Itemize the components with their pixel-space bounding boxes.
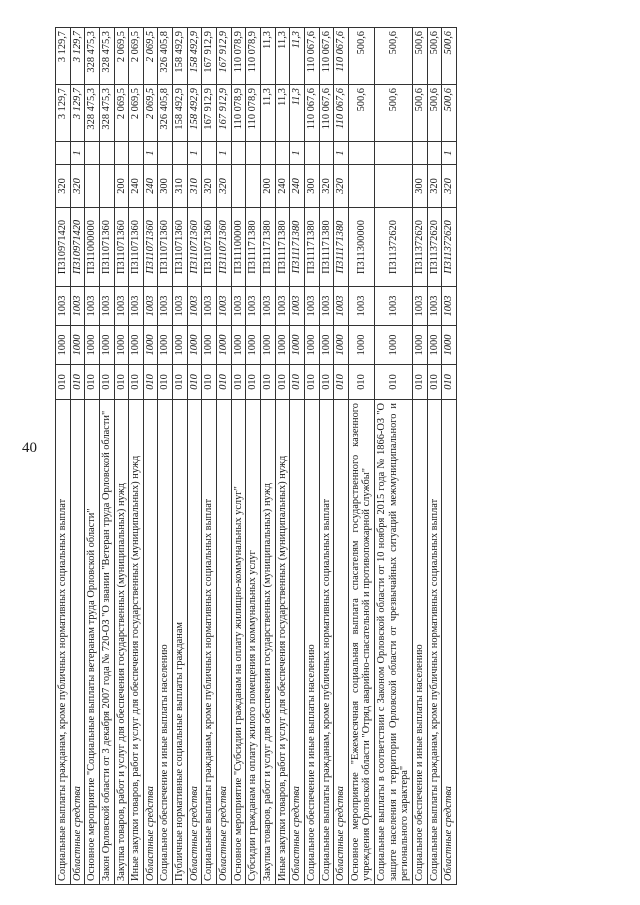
admin-code-cell: 010 <box>187 365 202 400</box>
target-article-cell: П311300000 <box>348 208 374 287</box>
subsection-code-cell: 1003 <box>99 287 114 326</box>
row-name-cell: Социальные выплаты в соответствии с Законом Орловской области от 10 ноября 2015 года № 1866-ОЗ "О защите населения и территории Орловской области от чрезвычайных ситуаций межмуниципального и регионального характера" <box>375 400 413 885</box>
subsection-code-cell: 1003 <box>173 287 188 326</box>
row-name-cell: Областные средства <box>334 400 349 885</box>
expense-type-cell <box>231 165 246 208</box>
row-name-cell: Областные средства <box>187 400 202 885</box>
expense-type-cell: 300 <box>158 165 173 208</box>
subsection-code-cell: 1003 <box>231 287 246 326</box>
target-article-cell: П311171380 <box>260 208 275 287</box>
subsection-code-cell: 1003 <box>375 287 413 326</box>
amount-1-cell: 110 067,6 <box>304 85 319 142</box>
row-name-cell: Социальные выплаты гражданам, кроме публичных нормативных социальных выплат <box>427 400 442 885</box>
subsection-code-cell: 1003 <box>70 287 85 326</box>
amount-2-cell: 11,3 <box>275 28 290 85</box>
marker-cell: 1 <box>334 142 349 165</box>
table-row <box>246 28 261 885</box>
admin-code-cell: 010 <box>129 365 144 400</box>
section-code-cell: 1000 <box>275 326 290 365</box>
section-code-cell: 1000 <box>334 326 349 365</box>
amount-1-cell: 2 069,5 <box>114 85 129 142</box>
section-code-cell: 1000 <box>231 326 246 365</box>
admin-code-cell: 010 <box>246 365 261 400</box>
amount-2-cell: 3 129,7 <box>56 28 71 85</box>
subsection-code-cell: 1003 <box>304 287 319 326</box>
marker-cell <box>231 142 246 165</box>
marker-cell <box>375 142 413 165</box>
amount-2-cell: 167 912,9 <box>202 28 217 85</box>
marker-cell <box>129 142 144 165</box>
row-name-cell: Социальные выплаты гражданам, кроме публичных нормативных социальных выплат <box>202 400 217 885</box>
expense-type-cell: 320 <box>70 165 85 208</box>
marker-cell <box>427 142 442 165</box>
row-name-cell: Социальное обеспечение и иные выплаты населению <box>304 400 319 885</box>
table-row <box>304 28 319 885</box>
subsection-code-cell: 1003 <box>275 287 290 326</box>
section-code-cell: 1000 <box>56 326 71 365</box>
amount-1-cell: 500,6 <box>348 85 374 142</box>
admin-code-cell: 010 <box>427 365 442 400</box>
subsection-code-cell: 1003 <box>129 287 144 326</box>
table-row <box>56 28 71 885</box>
table-row <box>99 28 114 885</box>
admin-code-cell: 010 <box>319 365 334 400</box>
row-name-cell: Основное мероприятие "Социальные выплаты ветеранам труда Орловской области" <box>85 400 100 885</box>
admin-code-cell: 010 <box>231 365 246 400</box>
admin-code-cell: 010 <box>442 365 457 400</box>
amount-2-cell: 110 078,9 <box>231 28 246 85</box>
amount-2-cell: 3 129,7 <box>70 28 85 85</box>
row-name-cell: Публичные нормативные социальные выплаты гражданам <box>173 400 188 885</box>
row-name-cell: Областные средства <box>290 400 305 885</box>
row-name-cell: Социальное обеспечение и иные выплаты населению <box>158 400 173 885</box>
budget-table <box>55 27 457 885</box>
row-name-cell: Областные средства <box>143 400 158 885</box>
marker-cell <box>348 142 374 165</box>
section-code-cell: 1000 <box>143 326 158 365</box>
table-row <box>275 28 290 885</box>
amount-2-cell: 167 912,9 <box>217 28 232 85</box>
expense-type-cell: 240 <box>290 165 305 208</box>
admin-code-cell: 010 <box>290 365 305 400</box>
admin-code-cell: 010 <box>375 365 413 400</box>
page-number: 40 <box>22 440 37 456</box>
marker-cell <box>319 142 334 165</box>
table-row <box>413 28 428 885</box>
row-name-cell: Основное мероприятие "Субсидии гражданам на оплату жилищно-коммунальных услуг" <box>231 400 246 885</box>
admin-code-cell: 010 <box>143 365 158 400</box>
amount-2-cell: 500,6 <box>442 28 457 85</box>
amount-1-cell: 167 912,9 <box>202 85 217 142</box>
section-code-cell: 1000 <box>99 326 114 365</box>
amount-2-cell: 2 069,5 <box>143 28 158 85</box>
marker-cell: 1 <box>70 142 85 165</box>
target-article-cell: П311100000 <box>231 208 246 287</box>
marker-cell: 1 <box>290 142 305 165</box>
subsection-code-cell: 1003 <box>114 287 129 326</box>
admin-code-cell: 010 <box>348 365 374 400</box>
table-row <box>85 28 100 885</box>
subsection-code-cell: 1003 <box>290 287 305 326</box>
row-name-cell: Закупка товаров, работ и услуг для обеспечения государственных (муниципальных) нужд <box>260 400 275 885</box>
expense-type-cell <box>348 165 374 208</box>
target-article-cell: П311071360 <box>99 208 114 287</box>
table-row <box>442 28 457 885</box>
table-row <box>217 28 232 885</box>
marker-cell <box>260 142 275 165</box>
expense-type-cell: 320 <box>202 165 217 208</box>
expense-type-cell <box>246 165 261 208</box>
expense-type-cell: 310 <box>187 165 202 208</box>
section-code-cell: 1000 <box>187 326 202 365</box>
amount-1-cell: 328 475,3 <box>99 85 114 142</box>
section-code-cell: 1000 <box>202 326 217 365</box>
target-article-cell: П311071360 <box>143 208 158 287</box>
table-row <box>114 28 129 885</box>
amount-1-cell: 500,6 <box>375 85 413 142</box>
amount-2-cell: 500,6 <box>348 28 374 85</box>
section-code-cell: 1000 <box>246 326 261 365</box>
admin-code-cell: 010 <box>260 365 275 400</box>
admin-code-cell: 010 <box>56 365 71 400</box>
target-article-cell: П311372620 <box>375 208 413 287</box>
amount-1-cell: 2 069,5 <box>143 85 158 142</box>
section-code-cell: 1000 <box>70 326 85 365</box>
budget-table-body <box>56 28 457 885</box>
expense-type-cell <box>99 165 114 208</box>
admin-code-cell: 010 <box>304 365 319 400</box>
row-name-cell: Областные средства <box>217 400 232 885</box>
amount-2-cell: 500,6 <box>427 28 442 85</box>
target-article-cell: П311071360 <box>173 208 188 287</box>
section-code-cell: 1000 <box>85 326 100 365</box>
amount-2-cell: 158 492,9 <box>187 28 202 85</box>
section-code-cell: 1000 <box>114 326 129 365</box>
admin-code-cell: 010 <box>158 365 173 400</box>
admin-code-cell: 010 <box>202 365 217 400</box>
target-article-cell: П311000000 <box>85 208 100 287</box>
target-article-cell: П311071360 <box>129 208 144 287</box>
expense-type-cell <box>375 165 413 208</box>
amount-1-cell: 158 492,9 <box>173 85 188 142</box>
amount-1-cell: 158 492,9 <box>187 85 202 142</box>
table-row <box>427 28 442 885</box>
marker-cell <box>114 142 129 165</box>
target-article-cell: П311171380 <box>246 208 261 287</box>
row-name-cell: Закон Орловской области от 3 декабря 2007 года № 720-ОЗ "О звании "Ветеран труда Орловской области" <box>99 400 114 885</box>
marker-cell: 1 <box>442 142 457 165</box>
marker-cell: 1 <box>187 142 202 165</box>
amount-1-cell: 11,3 <box>290 85 305 142</box>
marker-cell <box>246 142 261 165</box>
expense-type-cell: 320 <box>334 165 349 208</box>
subsection-code-cell: 1003 <box>260 287 275 326</box>
marker-cell <box>173 142 188 165</box>
row-name-cell: Социальные выплаты гражданам, кроме публичных нормативных социальных выплат <box>319 400 334 885</box>
row-name-cell: Иные закупки товаров, работ и услуг для обеспечения государственных (муниципальных) нужд <box>129 400 144 885</box>
marker-cell <box>413 142 428 165</box>
marker-cell <box>158 142 173 165</box>
row-name-cell: Социальные выплаты гражданам, кроме публичных нормативных социальных выплат <box>56 400 71 885</box>
table-row <box>173 28 188 885</box>
admin-code-cell: 010 <box>173 365 188 400</box>
admin-code-cell: 010 <box>99 365 114 400</box>
amount-2-cell: 328 475,3 <box>99 28 114 85</box>
row-name-cell: Социальное обеспечение и иные выплаты населению <box>413 400 428 885</box>
expense-type-cell: 240 <box>143 165 158 208</box>
amount-1-cell: 110 067,6 <box>319 85 334 142</box>
expense-type-cell: 300 <box>413 165 428 208</box>
amount-1-cell: 167 912,9 <box>217 85 232 142</box>
amount-1-cell: 110 067,6 <box>334 85 349 142</box>
section-code-cell: 1000 <box>217 326 232 365</box>
amount-2-cell: 2 069,5 <box>114 28 129 85</box>
section-code-cell: 1000 <box>260 326 275 365</box>
admin-code-cell: 010 <box>217 365 232 400</box>
expense-type-cell: 200 <box>260 165 275 208</box>
expense-type-cell: 320 <box>427 165 442 208</box>
section-code-cell: 1000 <box>348 326 374 365</box>
subsection-code-cell: 1003 <box>217 287 232 326</box>
expense-type-cell <box>85 165 100 208</box>
row-name-cell: Основное мероприятие "Ежемесячная социальная выплата спасателям государственного казенного учреждения Орловской области "Отряд аварийно-спасательной и противопожарной службы" <box>348 400 374 885</box>
table-row <box>334 28 349 885</box>
subsection-code-cell: 1003 <box>442 287 457 326</box>
section-code-cell: 1000 <box>319 326 334 365</box>
admin-code-cell: 010 <box>70 365 85 400</box>
amount-2-cell: 158 492,9 <box>173 28 188 85</box>
row-name-cell: Иные закупки товаров, работ и услуг для обеспечения государственных (муниципальных) нужд <box>275 400 290 885</box>
expense-type-cell: 320 <box>319 165 334 208</box>
expense-type-cell: 320 <box>442 165 457 208</box>
section-code-cell: 1000 <box>129 326 144 365</box>
amount-1-cell: 326 405,8 <box>158 85 173 142</box>
target-article-cell: П311372620 <box>442 208 457 287</box>
section-code-cell: 1000 <box>375 326 413 365</box>
admin-code-cell: 010 <box>334 365 349 400</box>
amount-2-cell: 110 067,6 <box>304 28 319 85</box>
subsection-code-cell: 1003 <box>143 287 158 326</box>
marker-cell <box>85 142 100 165</box>
subsection-code-cell: 1003 <box>334 287 349 326</box>
table-row <box>202 28 217 885</box>
table-row <box>70 28 85 885</box>
amount-1-cell: 500,6 <box>427 85 442 142</box>
amount-2-cell: 110 078,9 <box>246 28 261 85</box>
marker-cell <box>202 142 217 165</box>
amount-2-cell: 326 405,8 <box>158 28 173 85</box>
section-code-cell: 1000 <box>304 326 319 365</box>
marker-cell <box>304 142 319 165</box>
expense-type-cell: 200 <box>114 165 129 208</box>
subsection-code-cell: 1003 <box>413 287 428 326</box>
table-row <box>375 28 413 885</box>
amount-1-cell: 11,3 <box>275 85 290 142</box>
marker-cell <box>275 142 290 165</box>
target-article-cell: П311171380 <box>290 208 305 287</box>
expense-type-cell: 320 <box>217 165 232 208</box>
target-article-cell: П311071360 <box>202 208 217 287</box>
admin-code-cell: 010 <box>275 365 290 400</box>
amount-2-cell: 110 067,6 <box>334 28 349 85</box>
table-row <box>290 28 305 885</box>
expense-type-cell: 300 <box>304 165 319 208</box>
row-name-cell: Закупка товаров, работ и услуг для обеспечения государственных (муниципальных) нужд <box>114 400 129 885</box>
section-code-cell: 1000 <box>413 326 428 365</box>
row-name-cell: Областные средства <box>442 400 457 885</box>
amount-2-cell: 328 475,3 <box>85 28 100 85</box>
target-article-cell: П311071360 <box>158 208 173 287</box>
amount-1-cell: 3 129,7 <box>56 85 71 142</box>
target-article-cell: П311372620 <box>413 208 428 287</box>
admin-code-cell: 010 <box>413 365 428 400</box>
amount-1-cell: 500,6 <box>413 85 428 142</box>
subsection-code-cell: 1003 <box>56 287 71 326</box>
marker-cell <box>56 142 71 165</box>
target-article-cell: П310971420 <box>56 208 71 287</box>
amount-1-cell: 11,3 <box>260 85 275 142</box>
amount-1-cell: 110 078,9 <box>231 85 246 142</box>
amount-2-cell: 500,6 <box>375 28 413 85</box>
amount-2-cell: 500,6 <box>413 28 428 85</box>
marker-cell <box>99 142 114 165</box>
subsection-code-cell: 1003 <box>427 287 442 326</box>
expense-type-cell: 240 <box>129 165 144 208</box>
section-code-cell: 1000 <box>290 326 305 365</box>
table-row <box>231 28 246 885</box>
rotated-table-wrapper <box>55 31 457 885</box>
target-article-cell: П311372620 <box>427 208 442 287</box>
section-code-cell: 1000 <box>442 326 457 365</box>
subsection-code-cell: 1003 <box>246 287 261 326</box>
target-article-cell: П311171380 <box>334 208 349 287</box>
subsection-code-cell: 1003 <box>319 287 334 326</box>
expense-type-cell: 240 <box>275 165 290 208</box>
marker-cell: 1 <box>217 142 232 165</box>
target-article-cell: П310971420 <box>70 208 85 287</box>
amount-2-cell: 110 067,6 <box>319 28 334 85</box>
table-row <box>158 28 173 885</box>
row-name-cell: Субсидии гражданам на оплату жилого помещения и коммунальных услуг <box>246 400 261 885</box>
table-row <box>319 28 334 885</box>
amount-2-cell: 2 069,5 <box>129 28 144 85</box>
table-row <box>143 28 158 885</box>
table-row <box>129 28 144 885</box>
table-row <box>187 28 202 885</box>
target-article-cell: П311071360 <box>217 208 232 287</box>
marker-cell: 1 <box>143 142 158 165</box>
admin-code-cell: 010 <box>85 365 100 400</box>
admin-code-cell: 010 <box>114 365 129 400</box>
amount-1-cell: 328 475,3 <box>85 85 100 142</box>
expense-type-cell: 320 <box>56 165 71 208</box>
expense-type-cell: 310 <box>173 165 188 208</box>
section-code-cell: 1000 <box>427 326 442 365</box>
amount-1-cell: 2 069,5 <box>129 85 144 142</box>
subsection-code-cell: 1003 <box>85 287 100 326</box>
row-name-cell: Областные средства <box>70 400 85 885</box>
section-code-cell: 1000 <box>173 326 188 365</box>
amount-1-cell: 110 078,9 <box>246 85 261 142</box>
amount-1-cell: 500,6 <box>442 85 457 142</box>
subsection-code-cell: 1003 <box>348 287 374 326</box>
target-article-cell: П311071360 <box>187 208 202 287</box>
target-article-cell: П311171380 <box>304 208 319 287</box>
table-row <box>348 28 374 885</box>
subsection-code-cell: 1003 <box>158 287 173 326</box>
section-code-cell: 1000 <box>158 326 173 365</box>
target-article-cell: П311171380 <box>275 208 290 287</box>
target-article-cell: П311171380 <box>319 208 334 287</box>
amount-1-cell: 3 129,7 <box>70 85 85 142</box>
table-row <box>260 28 275 885</box>
amount-2-cell: 11,3 <box>260 28 275 85</box>
amount-2-cell: 11,3 <box>290 28 305 85</box>
target-article-cell: П311071360 <box>114 208 129 287</box>
subsection-code-cell: 1003 <box>187 287 202 326</box>
subsection-code-cell: 1003 <box>202 287 217 326</box>
